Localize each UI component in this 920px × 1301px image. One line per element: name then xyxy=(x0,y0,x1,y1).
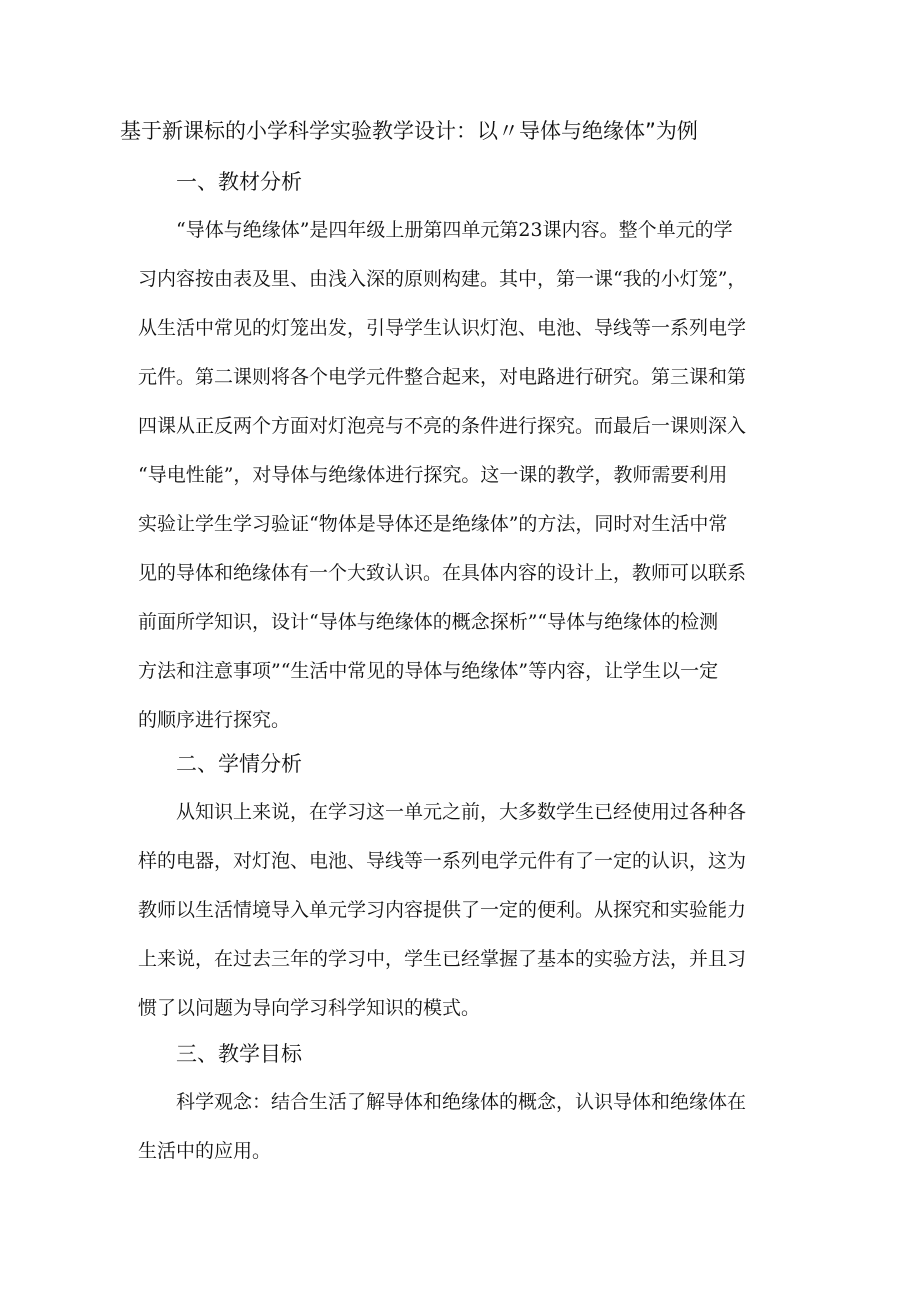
paragraph-line: 的顺序进行探究。 xyxy=(138,709,291,731)
paragraph-line: “导体与绝缘体”是四年级上册第四单元第23课内容。整个单元的学 xyxy=(176,219,733,241)
paragraph-line: 元件。第二课则将各个电学元件整合起来，对电路进行研究。第三课和第 xyxy=(138,366,747,388)
paragraph-line: 方法和注意事项”“生活中常见的导体与绝缘体”等内容，让学生以一定 xyxy=(138,660,719,682)
paragraph-line: 科学观念：结合生活了解导体和绝缘体的概念，认识导体和绝缘体在 xyxy=(176,1091,747,1113)
paragraph-line: 前面所学知识，设计“导体与绝缘体的概念探析”“导体与绝缘体的检测 xyxy=(138,611,719,633)
document-title: 基于新课标的小学科学实验教学设计：以〃导体与绝缘体”为例 xyxy=(120,119,698,143)
paragraph-line: 惯了以问题为导向学习科学知识的模式。 xyxy=(138,997,481,1019)
paragraph-line: 教师以生活情境导入单元学习内容提供了一定的便利。从探究和实验能力 xyxy=(138,899,747,921)
paragraph-line: 四课从正反两个方面对灯泡亮与不亮的条件进行探究。而最后一课则深入 xyxy=(138,415,747,437)
paragraph-line: 样的电器，对灯泡、电池、导线等一系列电学元件有了一定的认识，这为 xyxy=(138,850,747,872)
section-paragraph-textbook-analysis xyxy=(138,206,790,745)
paragraph-line: 见的导体和绝缘体有一个大致认识。在具体内容的设计上，教师可以联系 xyxy=(138,562,747,584)
section-paragraph-teaching-objectives xyxy=(138,1078,790,1176)
paragraph-line: 从知识上来说，在学习这一单元之前，大多数学生已经使用过各种各 xyxy=(176,801,747,823)
paragraph-line: 习内容按由表及里、由浅入深的原则构建。其中，第一课“我的小灯笼”， xyxy=(138,268,747,290)
section-heading-textbook-analysis: 一、教材分析 xyxy=(176,170,302,194)
paragraph-line: 上来说，在过去三年的学习中，学生已经掌握了基本的实验方法，并且习 xyxy=(138,948,747,970)
section-paragraph-learner-analysis xyxy=(138,788,790,1033)
paragraph-line: 实验让学生学习验证“物体是导体还是绝缘体”的方法，同时对生活中常 xyxy=(138,513,728,535)
section-heading-learner-analysis: 二、学情分析 xyxy=(176,752,302,776)
paragraph-line: 生活中的应用。 xyxy=(138,1140,272,1162)
paragraph-line: 从生活中常见的灯笼出发，引导学生认识灯泡、电池、导线等一系列电学 xyxy=(138,317,747,339)
paragraph-line: “导电性能”，对导体与绝缘体进行探究。这一课的教学，教师需要利用 xyxy=(138,464,728,486)
section-heading-teaching-objectives: 三、教学目标 xyxy=(176,1042,302,1066)
